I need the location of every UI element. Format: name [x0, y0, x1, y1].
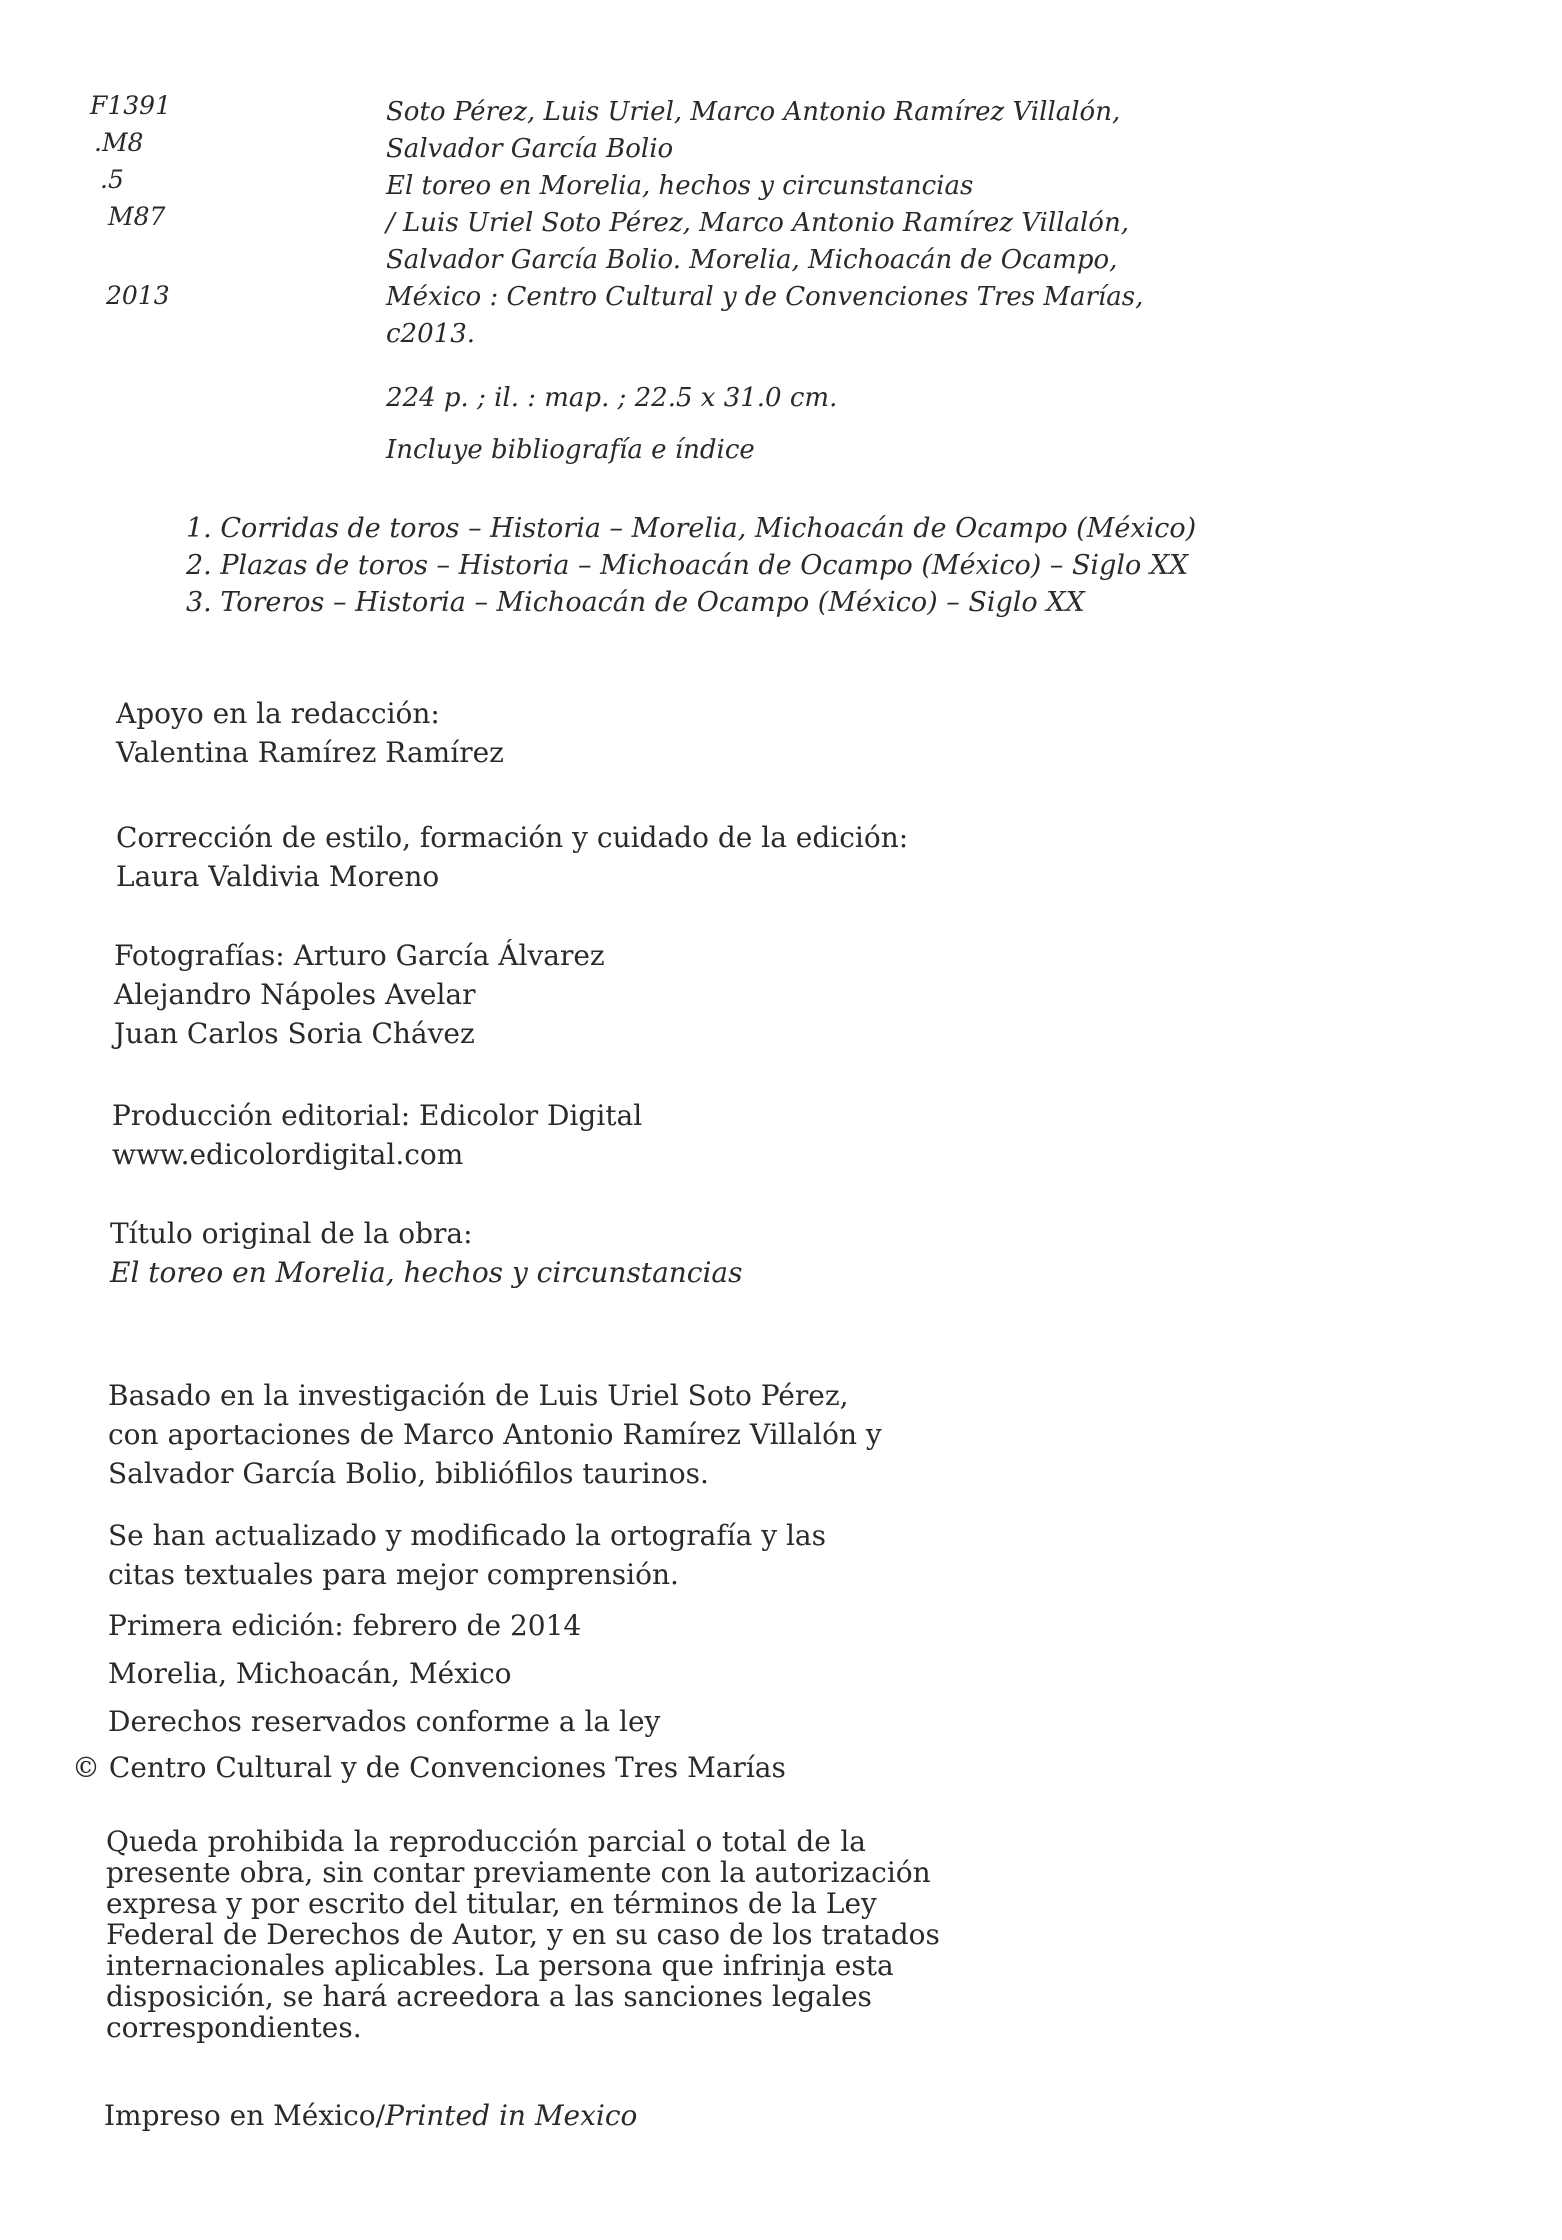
credit-label: Fotografías: Arturo García Álvarez [114, 939, 605, 972]
credit-label: Título original de la obra: [110, 1217, 473, 1250]
text-line: Basado en la investigación de Luis Uriel Soto Pérez, [108, 1379, 849, 1412]
physical-description: 224 p. ; il. : map. ; 22.5 x 31.0 cm. [386, 383, 838, 413]
copyright-holder: © Centro Cultural y de Convenciones Tres Marías [72, 1751, 786, 1784]
printed-in-en: Printed in Mexico [385, 2099, 638, 2132]
catalog-entry-line: Salvador García Bolio [386, 134, 674, 164]
credit-name: Valentina Ramírez Ramírez [116, 736, 504, 769]
actualizado-note [108, 1516, 826, 1594]
call-number-line: .M8 [94, 128, 144, 157]
legal-line: internacionales aplicables. La persona que infrinja esta [106, 1949, 894, 1982]
catalog-entry-line: El toreo en Morelia, hechos y circunstancias [386, 171, 974, 201]
credit-produccion [112, 1096, 642, 1174]
rights: Derechos reservados conforme a la ley [108, 1705, 661, 1738]
legal-line: correspondientes. [106, 2011, 362, 2044]
subject-headings [186, 510, 1196, 621]
printed-in [104, 2096, 637, 2135]
credit-titulo [110, 1214, 743, 1292]
legal-notice [106, 1825, 940, 2044]
credit-name: Laura Valdivia Moreno [116, 860, 440, 893]
call-number-line: 2013 [106, 281, 170, 310]
subject-heading: 1. Corridas de toros – Historia – Morelia, Michoacán de Ocampo (México) [186, 513, 1197, 544]
catalog-entry-line: Soto Pérez, Luis Uriel, Marco Antonio Ramírez Villalón, [386, 97, 1121, 127]
legal-line: Queda prohibida la reproducción parcial o total de la [106, 1825, 866, 1858]
catalog-note: Incluye bibliografía e índice [386, 435, 755, 465]
credit-name: Alejandro Nápoles Avelar [114, 978, 476, 1011]
call-number-line: .5 [100, 165, 124, 194]
catalog-entry [386, 94, 1386, 353]
catalog-entry-line: c2013. [386, 319, 475, 349]
edition-date: Primera edición: febrero de 2014 [108, 1609, 582, 1642]
legal-line: disposición, se hará acreedora a las sanciones legales [106, 1980, 872, 2013]
credit-link: www.edicolordigital.com [112, 1138, 464, 1171]
credit-correccion [116, 818, 908, 896]
text-line: Salvador García Bolio, bibliófilos taurinos. [108, 1457, 709, 1490]
legal-line: presente obra, sin contar previamente con la autorización [106, 1856, 931, 1889]
text-line: con aportaciones de Marco Antonio Ramírez Villalón y [108, 1418, 882, 1451]
original-title: El toreo en Morelia, hechos y circunstancias [110, 1256, 743, 1289]
printed-in-es: Impreso en México/ [104, 2099, 386, 2132]
catalog-entry-line: Salvador García Bolio. Morelia, Michoacán de Ocampo, [386, 245, 1118, 275]
place: Morelia, Michoacán, México [108, 1657, 512, 1690]
credit-apoyo [116, 694, 504, 772]
call-number-line: F1391 [90, 91, 171, 120]
credit-label: Apoyo en la redacción: [116, 697, 440, 730]
credit-label: Corrección de estilo, formación y cuidado de la edición: [116, 821, 909, 854]
subject-heading: 3. Toreros – Historia – Michoacán de Ocampo (México) – Siglo XX [186, 587, 1085, 618]
credit-label: Producción editorial: Edicolor Digital [112, 1099, 643, 1132]
credit-name: Juan Carlos Soria Chávez [114, 1017, 475, 1050]
subject-heading: 2. Plazas de toros – Historia – Michoacán de Ocampo (México) – Siglo XX [186, 550, 1189, 581]
catalog-entry-line: / Luis Uriel Soto Pérez, Marco Antonio Ramírez Villalón, [386, 208, 1129, 238]
catalog-entry-line: México : Centro Cultural y de Convenciones Tres Marías, [386, 282, 1144, 312]
text-line: citas textuales para mejor comprensión. [108, 1558, 679, 1591]
text-line: Se han actualizado y modificado la ortografía y las [108, 1519, 826, 1552]
call-number-line: M87 [108, 202, 166, 231]
legal-line: expresa y por escrito del titular, en términos de la Ley [106, 1887, 877, 1920]
basado-note [108, 1376, 882, 1493]
legal-line: Federal de Derechos de Autor, y en su caso de los tratados [106, 1918, 940, 1951]
credit-fotografias [114, 936, 605, 1053]
